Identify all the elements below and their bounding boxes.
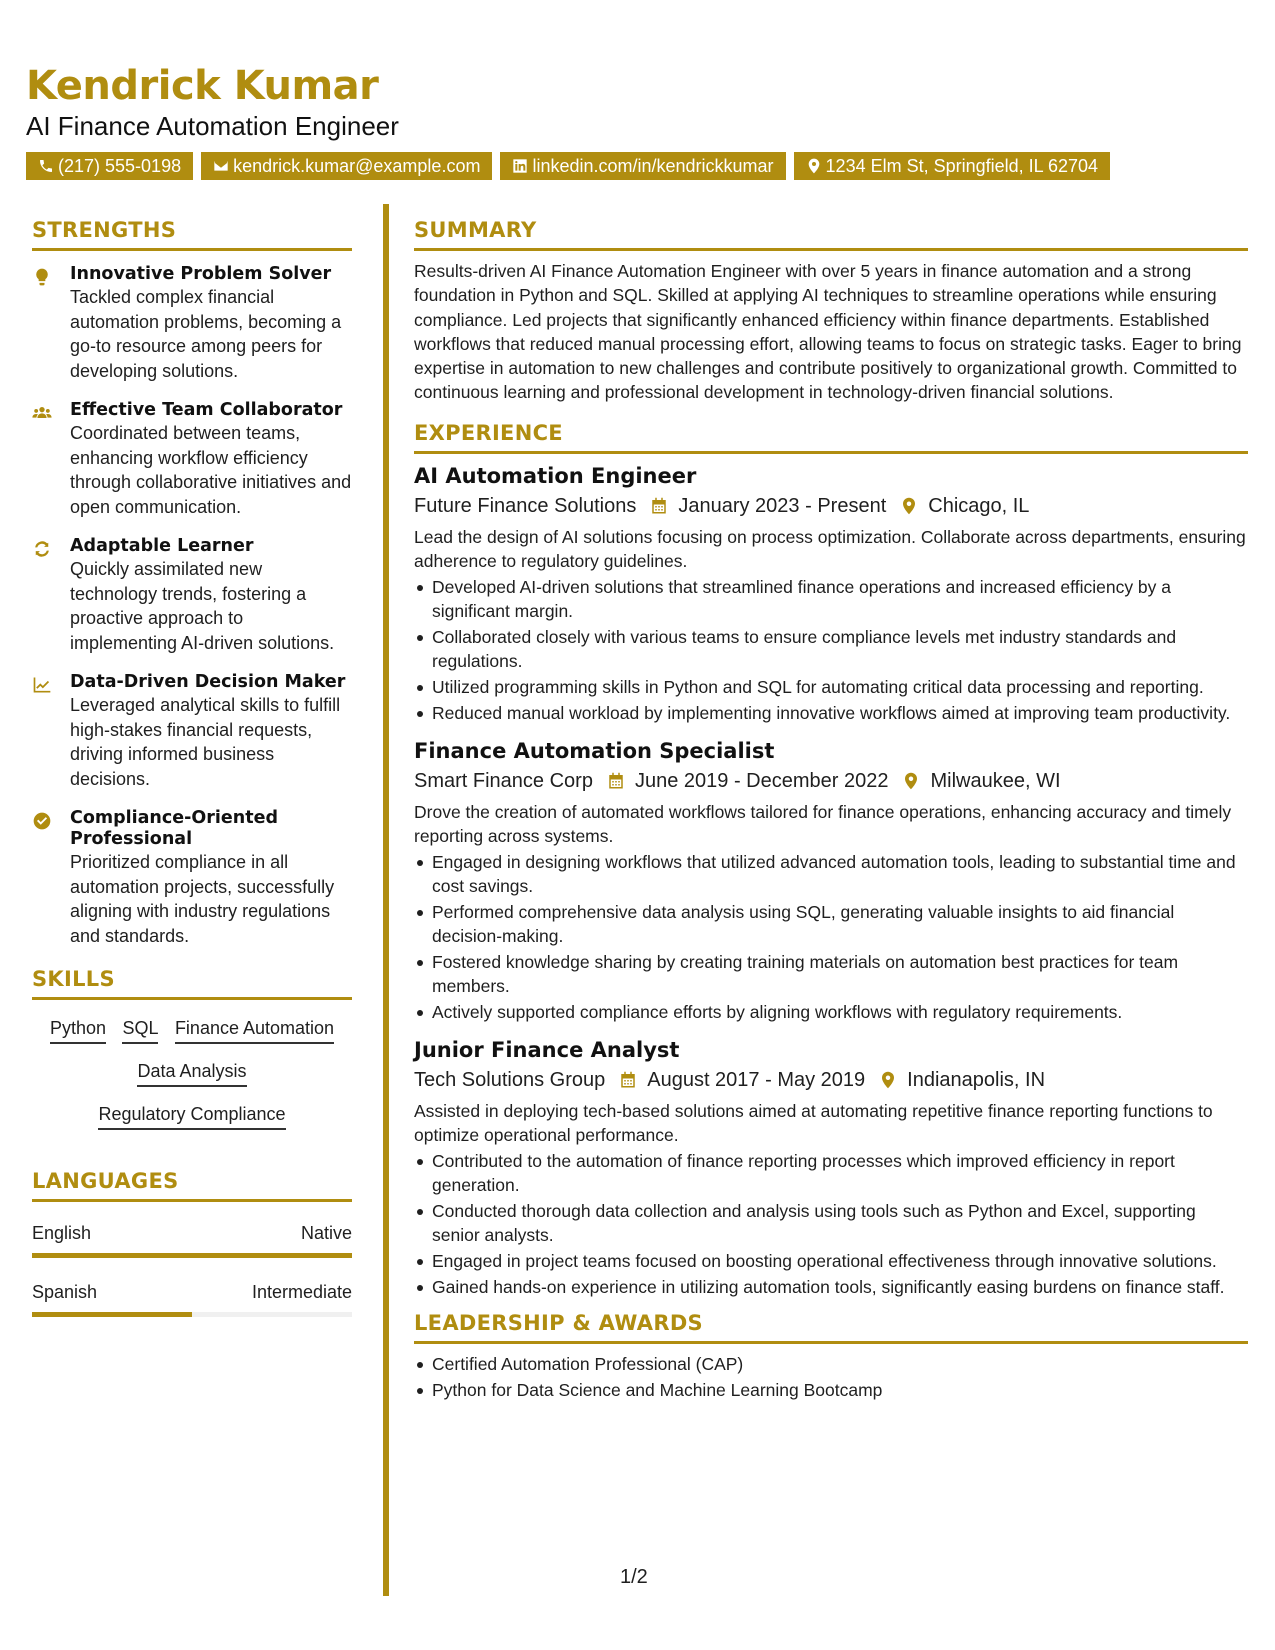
job-bullet: Actively supported compliance efforts by aligning workflows with regulatory requirements. xyxy=(414,1000,1248,1024)
right-column xyxy=(414,216,1248,1404)
check-circle-icon xyxy=(32,811,52,831)
strength-title: Adaptable Learner xyxy=(70,536,254,556)
job-bullet: Engaged in project teams focused on boosting operational effectiveness through innovative solutions. xyxy=(414,1249,1248,1273)
contact-phone[interactable] xyxy=(26,152,193,180)
skill-tag: Regulatory Compliance xyxy=(98,1102,285,1130)
calendar-icon xyxy=(607,772,625,790)
job-bullets xyxy=(414,1149,1248,1299)
strength-item xyxy=(32,264,352,383)
strength-title: Effective Team Collaborator xyxy=(70,400,343,420)
contact-linkedin[interactable] xyxy=(500,152,785,180)
strengths-heading: STRENGTHS xyxy=(32,216,352,251)
email-text: kendrick.kumar@example.com xyxy=(233,155,481,176)
job-title: AI Automation Engineer xyxy=(414,463,697,488)
strength-desc: Leveraged analytical skills to fulfill high-stakes financial requests, driving informed business decisions. xyxy=(70,695,341,789)
strength-title: Data-Driven Decision Maker xyxy=(70,672,346,692)
linkedin-text: linkedin.com/in/kendrickkumar xyxy=(532,155,774,176)
users-icon xyxy=(32,403,52,423)
skills-heading: SKILLS xyxy=(32,965,352,1000)
strength-desc: Tackled complex financial automation problems, becoming a go-to resource among peers for developing solutions. xyxy=(70,287,342,381)
skill-tag: Python xyxy=(50,1016,106,1044)
job-bullet: Utilized programming skills in Python and SQL for automating critical data processing and reporting. xyxy=(414,675,1248,699)
calendar-icon xyxy=(650,497,668,515)
language-item xyxy=(32,1280,352,1317)
skills-list xyxy=(32,1016,352,1130)
job-location: Milwaukee, WI xyxy=(930,769,1061,792)
strength-item xyxy=(32,400,352,519)
language-bar-fill xyxy=(32,1253,352,1258)
job-bullet: Conducted thorough data collection and analysis using tools such as Python and Excel, supporting senior analysts. xyxy=(414,1199,1248,1247)
skill-tag: Finance Automation xyxy=(175,1016,334,1044)
strength-item xyxy=(32,808,352,948)
job-company: Tech Solutions Group xyxy=(414,1068,606,1091)
strength-title: Innovative Problem Solver xyxy=(70,264,332,284)
strength-item xyxy=(32,672,352,791)
envelope-icon xyxy=(213,158,229,174)
strengths-list xyxy=(32,264,352,948)
job-description: Assisted in deploying tech-based solutions aimed at automating repetitive finance reporting functions to optimize operational performance. xyxy=(414,1100,1213,1145)
language-item xyxy=(32,1221,352,1258)
strength-desc: Prioritized compliance in all automation projects, successfully aligning with industry regulations and standards. xyxy=(70,852,335,946)
awards-list xyxy=(414,1352,1248,1402)
candidate-title: AI Finance Automation Engineer xyxy=(26,111,399,141)
strength-desc: Coordinated between teams, enhancing workflow efficiency through collaborative initiatives and open communication. xyxy=(70,423,352,517)
language-level: Native xyxy=(300,1223,352,1243)
map-pin-icon xyxy=(879,1071,897,1089)
contact-email[interactable] xyxy=(201,152,492,180)
strength-title: Compliance-Oriented Professional xyxy=(70,808,278,849)
awards-heading: LEADERSHIP & AWARDS xyxy=(414,1309,1248,1344)
job-meta xyxy=(414,1066,1248,1094)
job-dates: June 2019 - December 2022 xyxy=(634,769,889,792)
job-location: Chicago, IL xyxy=(928,494,1030,517)
column-divider xyxy=(383,204,389,1596)
job-bullet: Fostered knowledge sharing by creating training materials on automation best practices for team members. xyxy=(414,950,1248,998)
contact-address[interactable] xyxy=(794,152,1111,180)
contact-bar xyxy=(26,152,1256,180)
job-bullet: Contributed to the automation of finance reporting processes which improved efficiency in report generation. xyxy=(414,1149,1248,1197)
left-column xyxy=(32,216,352,1339)
job-description: Lead the design of AI solutions focusing on process optimization. Collaborate across departments, ensuring adherence to regulatory guidelines. xyxy=(414,526,1246,571)
linkedin-icon xyxy=(512,158,528,174)
job-title: Finance Automation Specialist xyxy=(414,738,775,763)
job-bullets xyxy=(414,850,1248,1024)
map-pin-icon xyxy=(806,158,822,174)
skill-tag: SQL xyxy=(122,1016,158,1044)
lightbulb-icon xyxy=(32,267,52,287)
page-number: 1/2 xyxy=(620,1566,648,1588)
map-pin-icon xyxy=(900,497,918,515)
job-meta xyxy=(414,767,1248,795)
refresh-icon xyxy=(32,539,52,559)
job-meta xyxy=(414,492,1248,520)
skill-tag: Data Analysis xyxy=(137,1059,246,1087)
job-bullet: Collaborated closely with various teams to ensure compliance levels met industry standards and regulations. xyxy=(414,625,1248,673)
job-entry xyxy=(414,1036,1248,1299)
language-bar-fill xyxy=(32,1312,192,1317)
experience-heading: EXPERIENCE xyxy=(414,419,1248,454)
job-bullet: Engaged in designing workflows that utilized advanced automation tools, leading to substantial time and cost savings. xyxy=(414,850,1248,898)
job-dates: August 2017 - May 2019 xyxy=(647,1068,866,1091)
phone-icon xyxy=(38,158,54,174)
strength-desc: Quickly assimilated new technology trends, fostering a proactive approach to implementing AI-driven solutions. xyxy=(70,559,335,653)
calendar-icon xyxy=(619,1071,637,1089)
languages-heading: LANGUAGES xyxy=(32,1167,352,1202)
language-name: Spanish xyxy=(32,1282,98,1302)
award-item: Certified Automation Professional (CAP) xyxy=(414,1352,1248,1376)
language-bar xyxy=(32,1253,352,1258)
job-bullets xyxy=(414,575,1248,725)
summary-heading: SUMMARY xyxy=(414,216,1248,251)
language-bar xyxy=(32,1312,352,1317)
strength-item xyxy=(32,536,352,655)
language-level: Intermediate xyxy=(251,1282,352,1302)
job-dates: January 2023 - Present xyxy=(678,494,887,517)
summary-text: Results-driven AI Finance Automation Engineer with over 5 years in finance automation and a strong foundation in Python and SQL. Skilled at applying AI techniques to streamline operations while ensuring compliance. Led projects that significantly enhanced efficiency within finance departments. Established workflows that reduced manual processing effort, allowing teams to focus on strategic tasks. Eager to bring expertise in automation to new challenges and contribute positively to organizational growth. Committed to continuous learning and professional development in technology-driven financial solutions. xyxy=(414,261,1242,403)
job-entry xyxy=(414,462,1248,725)
languages-list xyxy=(32,1221,352,1317)
job-description: Drove the creation of automated workflows tailored for finance operations, enhancing accuracy and timely reporting across systems. xyxy=(414,801,1232,846)
phone-text: (217) 555-0198 xyxy=(58,155,182,176)
chart-line-icon xyxy=(32,675,52,695)
candidate-name: Kendrick Kumar xyxy=(26,63,379,109)
award-item: Python for Data Science and Machine Learning Bootcamp xyxy=(414,1378,1248,1402)
resume-header xyxy=(26,62,1256,180)
job-bullet: Gained hands-on experience in utilizing automation tools, significantly easing burdens on finance staff. xyxy=(414,1275,1248,1299)
job-company: Smart Finance Corp xyxy=(414,769,593,792)
job-company: Future Finance Solutions xyxy=(414,494,637,517)
job-entry xyxy=(414,737,1248,1024)
job-title: Junior Finance Analyst xyxy=(414,1037,680,1062)
job-bullet: Performed comprehensive data analysis using SQL, generating valuable insights to aid financial decision-making. xyxy=(414,900,1248,948)
address-text: 1234 Elm St, Springfield, IL 62704 xyxy=(825,155,1099,176)
map-pin-icon xyxy=(902,772,920,790)
job-bullet: Developed AI-driven solutions that streamlined finance operations and increased efficiency by a significant margin. xyxy=(414,575,1248,623)
job-location: Indianapolis, IN xyxy=(907,1068,1046,1091)
job-bullet: Reduced manual workload by implementing innovative workflows aimed at improving team productivity. xyxy=(414,701,1248,725)
language-name: English xyxy=(32,1223,92,1243)
